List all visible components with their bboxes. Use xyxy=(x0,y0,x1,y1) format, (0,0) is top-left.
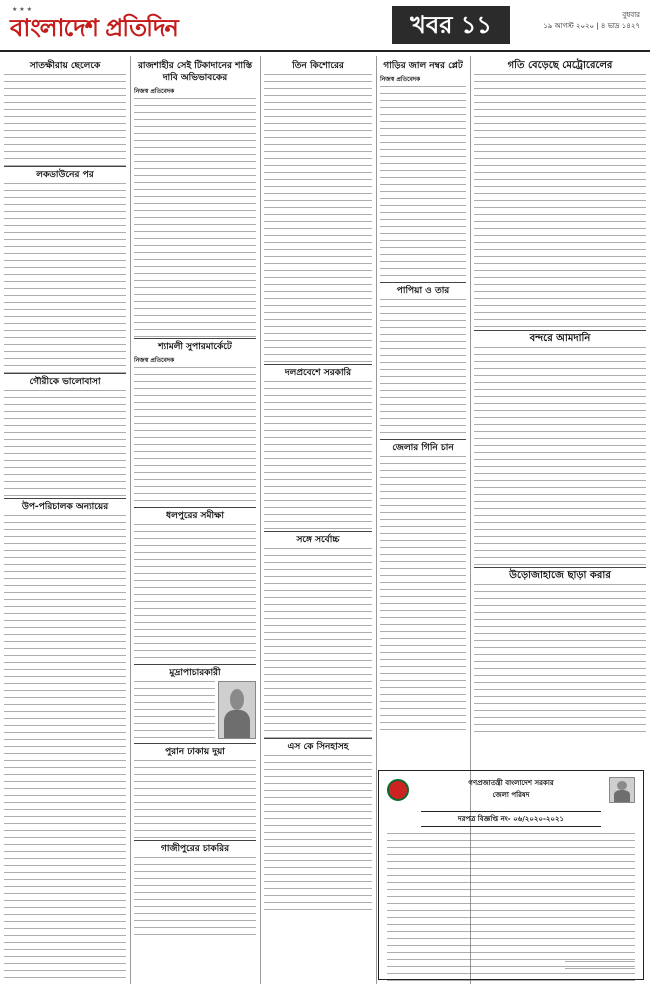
column-3 xyxy=(264,58,372,978)
issue-day: বুধবার xyxy=(622,11,640,19)
article-headline: ধলপুরের সমীক্ষা xyxy=(166,511,224,521)
article-headline: মুদ্রাপাচারকারী xyxy=(169,668,221,678)
article-headline: গতি বেড়েছে মেট্রোরেলের xyxy=(507,60,613,71)
portrait-photo xyxy=(609,777,635,803)
article-headline: শ্যামলী সুপারমার্কেটে xyxy=(158,342,232,352)
article-headline: গাড়ির জাল নম্বর প্লেট xyxy=(383,61,463,71)
byline: নিজস্ব প্রতিবেদক xyxy=(134,88,175,95)
article-headline: সঙ্গে সর্বোচ্চ xyxy=(296,535,340,545)
column-5 xyxy=(474,58,646,764)
article-headline: বন্দরে আমদানি xyxy=(529,333,591,344)
article-body xyxy=(380,299,466,439)
article-headline: জেলার গিনি চান xyxy=(392,443,454,453)
ad-heading: গণপ্রজাতন্ত্রী বাংলাদেশ সরকার xyxy=(468,779,554,787)
article-headline: গৌরীকে ভালোবাসা xyxy=(29,377,101,387)
article-headline: রাজশাহীর সেই টিকাদানের শাস্তি দাবি অভিভাবকের xyxy=(137,61,253,83)
article-body xyxy=(134,760,256,840)
article-body xyxy=(4,390,126,498)
column-rule xyxy=(260,56,261,984)
article-body xyxy=(264,548,372,738)
article-headline: লকডাউনের পর xyxy=(36,170,94,180)
article-body xyxy=(474,347,646,567)
article-body xyxy=(474,584,646,734)
government-emblem-icon xyxy=(387,779,409,801)
column-rule xyxy=(376,56,377,984)
article-body xyxy=(134,367,256,507)
article-headline: দলপ্রবেশে সরকারি xyxy=(284,368,352,378)
byline: নিজস্ব প্রতিবেদক xyxy=(380,76,421,83)
article-body xyxy=(380,456,466,736)
article-body xyxy=(264,755,372,915)
article-body xyxy=(4,515,126,978)
column-rule xyxy=(130,56,131,984)
article-body xyxy=(134,98,256,338)
article-body xyxy=(134,681,215,743)
column-2 xyxy=(134,58,256,978)
article-headline: গাজীপুরের চাকরির xyxy=(160,844,230,854)
article-body xyxy=(380,86,466,282)
person-photo xyxy=(218,681,256,739)
article-body xyxy=(264,74,372,364)
masthead xyxy=(0,0,650,52)
ad-signature-block xyxy=(565,961,635,975)
column-4 xyxy=(380,58,466,764)
article-body xyxy=(4,183,126,373)
article-headline: পুরান ঢাকায় দুয়া xyxy=(165,747,225,757)
date-box xyxy=(543,10,640,32)
section-title: খবর ১১ xyxy=(392,6,510,44)
column-1 xyxy=(4,58,126,978)
article-body xyxy=(134,524,256,664)
ad-office: জেলা পরিষদ xyxy=(492,791,530,799)
byline: নিজস্ব প্রতিবেদক xyxy=(134,357,175,364)
article-body xyxy=(4,74,126,166)
issue-date: ১৯ আগস্ট ২০২০ | ৪ ভাদ্র ১৪২৭ xyxy=(543,22,640,30)
article-body xyxy=(474,74,646,330)
tagline: ★ ★ ★ xyxy=(12,6,32,13)
article-body xyxy=(264,381,372,531)
article-body xyxy=(134,857,256,937)
article-headline: সাতক্ষীরায় ছেলেকে xyxy=(29,61,101,71)
ad-notice-number: দরপত্র বিজ্ঞপ্তি নং- ০৬/২০২০-২০২১ xyxy=(421,811,601,827)
article-headline: এস কে সিনহাসহ xyxy=(287,742,349,752)
article-headline: তিন কিশোরের xyxy=(292,61,344,71)
article-headline: পাপিয়া ও তার xyxy=(396,286,450,296)
newspaper-logo: বাংলাদেশ প্রতিদিন xyxy=(10,14,178,42)
article-headline: উপ-পরিচালক অন্যায়ের xyxy=(21,502,109,512)
article-headline: উড়োজাহাজে ছাড়া করার xyxy=(509,570,611,581)
tender-advertisement xyxy=(378,770,644,980)
